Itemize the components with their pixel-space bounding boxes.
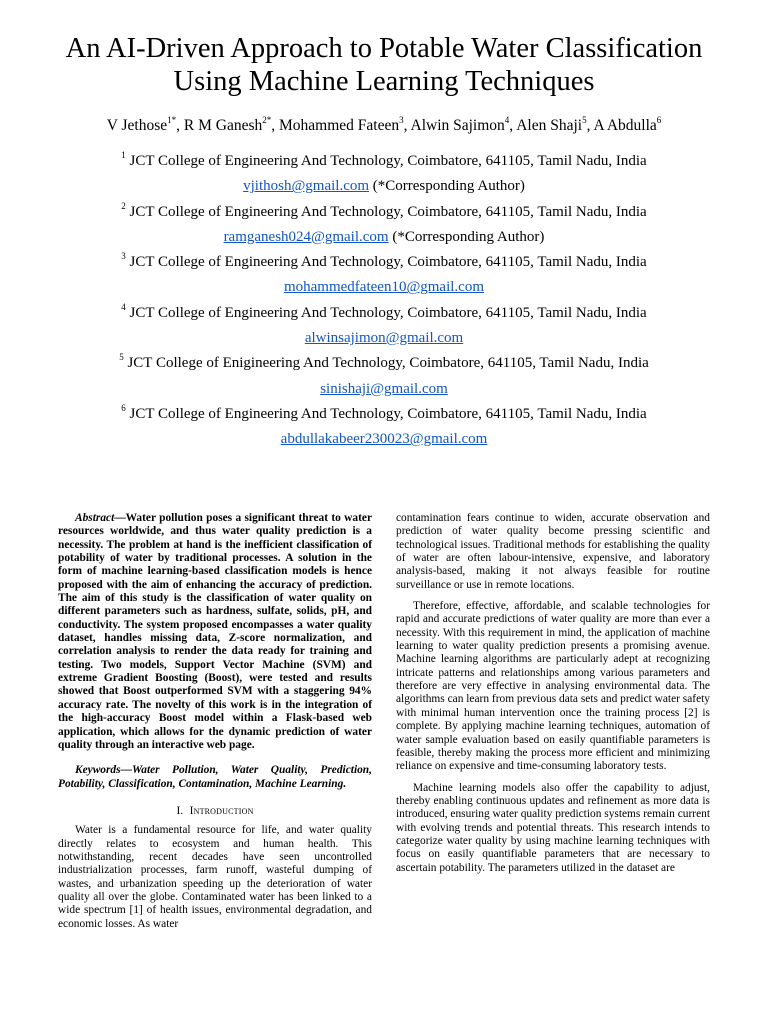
email-link[interactable]: abdullakabeer230023@gmail.com <box>280 431 488 448</box>
intro-paragraph: Water is a fundamental resource for life, and water quality directly relates to ecosystem and human health. This notwithstanding, recent decades have seen uncontrolled industrialization processes, farm runoff, wasteful dumping of wastes, and urbanization speeding up the deterioration of water quality all over the globe. Contaminated water has been linked to a wide spectrum [1] of health issues, environmental degradation, and economic losses. As water <box>58 824 372 930</box>
email-link[interactable]: alwinsajimon@gmail.com <box>304 330 464 347</box>
author: V Jethose$^{1*}$, <box>106 114 184 134</box>
author-list <box>30 116 738 136</box>
affiliation-email-line: ramganesh024@gmail.com (*Corresponding Author) <box>223 228 545 245</box>
author: Alwin Sajimon$^4$, <box>410 114 517 134</box>
affiliation: $^5$ JCT College of Enigineering And Technology, Coimbatore, 641105, Tamil Nadu, India <box>119 352 649 372</box>
keywords-label: Keywords <box>75 764 121 777</box>
section-heading: I. Introduction <box>176 804 254 817</box>
right-column <box>396 512 710 883</box>
affiliation: $^4$ JCT College of Engineering And Technology, Coimbatore, 641105, Tamil Nadu, India <box>121 301 647 321</box>
affiliation: $^2$ JCT College of Engineering And Technology, Coimbatore, 641105, Tamil Nadu, India <box>121 200 647 220</box>
affiliation-email-line: vjithosh@gmail.com (*Corresponding Author) <box>243 178 525 195</box>
body-paragraph: Therefore, effective, affordable, and scalable technologies for rapid and accurate predictions of water quality are more than ever a necessity. With this requirement in mind, the application of machine learning to water quality prediction presents a promising avenue. Machine learning algorithms are particularly adept at recognizing intricate patterns and relationships among various parameters and therefore are very effective in analysing environmental data. The algorithms can learn from previous data sets and predict water safety with minimal human intervention once the training process [2] is complete. By applying machine learning techniques, automation of water sample evaluation based on easily quantifiable parameters is feasible, thereby making the process more efficient and minimizing reliance on expensive and time-consuming laboratory tests. <box>396 600 710 773</box>
affiliation-list <box>30 150 738 454</box>
author: R M Ganesh$^{2*}$, <box>183 114 279 134</box>
affiliation: $^1$ JCT College of Engineering And Technology, Coimbatore, 641105, Tamil Nadu, India <box>121 150 647 169</box>
keywords: Keywords—Water Pollution, Water Quality, Prediction, Potability, Classification, Contamination, Machine Learning. <box>58 764 372 790</box>
affiliation: $^6$ JCT College of Engineering And Technology, Coimbatore, 641105, Tamil Nadu, India <box>121 402 647 422</box>
email-link[interactable]: mohammedfateen10@gmail.com <box>283 279 484 296</box>
author: Mohammed Fateen$^3$, <box>278 114 411 134</box>
author: A Abdulla$^6$ <box>593 114 662 134</box>
left-column <box>58 512 372 931</box>
paper-title: An AI-Driven Approach to Potable Water Classification Using Machine Learning Techniques <box>65 33 703 97</box>
abstract-label: Abstract <box>75 512 115 524</box>
abstract-text: Water pollution poses a significant threat to water resources worldwide, and thus water quality prediction is a necessity. The problem at hand is the inefficient classification of potability of water by traditional processes. A solution in the form of machine learning-based classification models is hence proposed with the aim of enhancing the accuracy of prediction. The aim of this study is the classification of water quality on different parameters such as hardness, sulfate, solids, pH, and conductivity. The system proposed encompasses a water quality dataset, handles missing data, Z-score normalization, and correlation analysis to render the data ready for training and testing. Two models, Support Vector Machine (SVM) and extreme Gradient Boosting (Boost), were tested and results showed that Boost outperformed SVM with a staggering 94% accuracy rate. The novelty of this work is in the integration of the high-accuracy Boost model within a Flask-based web application, which allows for the dynamic prediction of water quality through an interactive web page. <box>58 512 372 751</box>
abstract: Abstract—Water pollution poses a significant threat to water resources worldwide, and thus water quality prediction is a necessity. The problem at hand is the inefficient classification of potability of water by traditional processes. A solution in the form of machine learning-based classification models is hence proposed with the aim of enhancing the accuracy of prediction. The aim of this study is the classification of water quality on different parameters such as hardness, sulfate, solids, pH, and conductivity. The system proposed encompasses a water quality dataset, handles missing data, Z-score normalization, and correlation analysis to render the data ready for training and testing. Two models, Support Vector Machine (SVM) and extreme Gradient Boosting (Boost), were tested and results showed that Boost outperformed SVM with a staggering 94% accuracy rate. The novelty of this work is in the integration of the high-accuracy Boost model within a Flask-based web application, which allows for the dynamic prediction of water quality through an interactive web page. <box>58 512 372 751</box>
keywords-text: Water Pollution, Water Quality, Prediction, Potability, Classification, Contamination, Machine Learning. <box>58 764 372 790</box>
affiliation-email-line <box>30 327 738 352</box>
email-link[interactable]: ramganesh024@gmail.com <box>223 228 389 245</box>
affiliation-email-line <box>30 378 738 403</box>
author: Alen Shaji$^5$, <box>516 114 594 134</box>
affiliation: $^3$ JCT College of Engineering And Technology, Coimbatore, 641105, Tamil Nadu, India <box>121 251 647 271</box>
affiliation-email-line <box>30 428 738 453</box>
body-paragraph: contamination fears continue to widen, accurate observation and prediction of water quality become pressing scientific and technological issues. Traditional methods for establishing the quality of water are often labour-intensive, expensive, and laboratory analysis-based, making it not always feasible for routine surveillance or use in remote locations. <box>396 512 710 591</box>
affiliation-email-line <box>30 276 738 301</box>
email-link[interactable]: sinishaji@gmail.com <box>320 380 448 397</box>
email-link[interactable]: vjithosh@gmail.com <box>243 178 370 195</box>
body-paragraph: Machine learning models also offer the capability to adjust, thereby enabling continuous updates and refinement as more data is introduced, ensuring water quality prediction systems remain current with evolving trends and potential threats. This research intends to categorize water quality by using machine learning techniques with focus on easily quantifiable parameters that are necessary to ascertain potability. The parameters utilized in the dataset are <box>396 781 710 874</box>
